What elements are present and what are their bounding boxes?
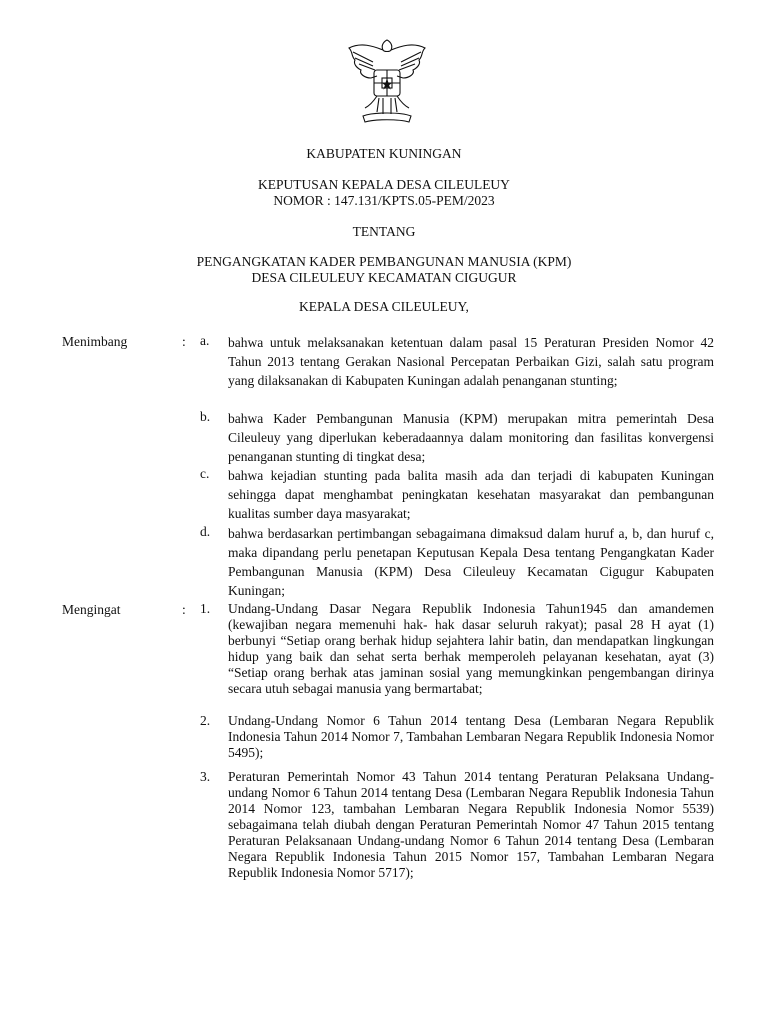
- decree-subject: [0, 254, 768, 286]
- issuer-heading: KEPALA DESA CILEULEUY,: [299, 299, 469, 314]
- decree-title: KEPUTUSAN KEPALA DESA CILEULEUY: [258, 177, 510, 192]
- item-marker: 3.: [200, 769, 211, 784]
- item-text: bahwa Kader Pembangunan Manusia (KPM) merupakan mitra pemerintah Desa Cileuleuy yang diperlukan keberadaannya dalam monitoring dan fasilitas konvergensi penanganan stunting di tingkat desa;: [228, 411, 714, 464]
- item-text: bahwa untuk melaksanakan ketentuan dalam pasal 15 Peraturan Presiden Nomor 42 Tahun 2013 tentang Gerakan Nasional Percepatan Perbaikan Gizi, salah satu program yang dilaksanakan di Kabupaten Kuningan adalah penanganan stunting;: [228, 335, 714, 388]
- item-marker: 2.: [200, 713, 211, 728]
- subject-line-1: PENGANGKATAN KADER PEMBANGUNAN MANUSIA (KPM): [196, 254, 572, 269]
- decree-number: NOMOR : 147.131/KPTS.05-PEM/2023: [273, 193, 495, 208]
- item-marker: b.: [200, 409, 211, 424]
- subject-line-2: DESA CILEULEUY KECAMATAN CIGUGUR: [251, 270, 517, 285]
- menimbang-label: Menimbang: [62, 334, 128, 349]
- item-marker: 1.: [200, 601, 211, 616]
- item-marker: d.: [200, 524, 211, 539]
- item-marker: c.: [200, 466, 210, 481]
- decree-heading: [0, 177, 768, 209]
- menimbang-colon: :: [182, 334, 186, 349]
- regency-title: KABUPATEN KUNINGAN: [306, 146, 462, 161]
- mengingat-colon: :: [182, 602, 186, 617]
- garuda-emblem-icon: [343, 36, 431, 126]
- mengingat-label: Mengingat: [62, 602, 121, 617]
- item-text: Peraturan Pemerintah Nomor 43 Tahun 2014 tentang Peraturan Pelaksana Undang-undang Nomor 6 Tahun 2014 tentang Desa (Lembaran Negara Republik Indonesia Tahun 2014 Nomor 123, tambahan Lembaran Negara Republik Indonesia Nomor 5539) sebagaimana telah diubah dengan Peraturan Pemerintah Nomor 47 Tahun 2015 tentang Peraturan Pelaksanaan Undang-undang Nomor 6 Tahun 2014 tentang Desa (Lembaran Negara Republik Indonesia Tahun 2015 Nomor 157, Tambahan Lembaran Negara Republik Indonesia Nomor 5717);: [228, 769, 714, 880]
- item-text: Undang-Undang Nomor 6 Tahun 2014 tentang Desa (Lembaran Negara Republik Indonesia Tahun 2014 Nomor 7, Tambahan Lembaran Negara Republik Indonesia Nomor 5495);: [228, 713, 714, 760]
- item-text: bahwa kejadian stunting pada balita masih ada dan terjadi di kabupaten Kuningan sehingga dapat menghambat peningkatan kesehatan masyarakat dan pembangunan kualitas sumber daya masyarakat;: [228, 468, 714, 521]
- item-text: Undang-Undang Dasar Negara Republik Indonesia Tahun1945 dan amandemen (kewajiban negara memenuhi hak- hak dasar seluruh rakyat); pasal 28 H ayat (1) berbunyi “Setiap orang berhak hidup sejahtera lahir batin, dan mendapatkan lingkungan hidup yang baik dan sehat serta berhak memperoleh pelayanan kesehatan, ayat (3) “Setiap orang berhak atas jaminan sosial yang memungkinkan pengembangan dirinya secara utuh sebagai manusia yang bermartabat;: [228, 601, 714, 696]
- about-heading: TENTANG: [352, 224, 416, 239]
- item-marker: a.: [200, 333, 210, 348]
- item-text: bahwa berdasarkan pertimbangan sebagaimana dimaksud dalam huruf a, b, dan huruf c, maka dipandang perlu penetapan Keputusan Kepala Desa tentang Pengangkatan Kader Pembangunan Manusia (KPM) Desa Cileuleuy Kecamatan Cigugur Kabupaten Kuningan;: [228, 526, 714, 598]
